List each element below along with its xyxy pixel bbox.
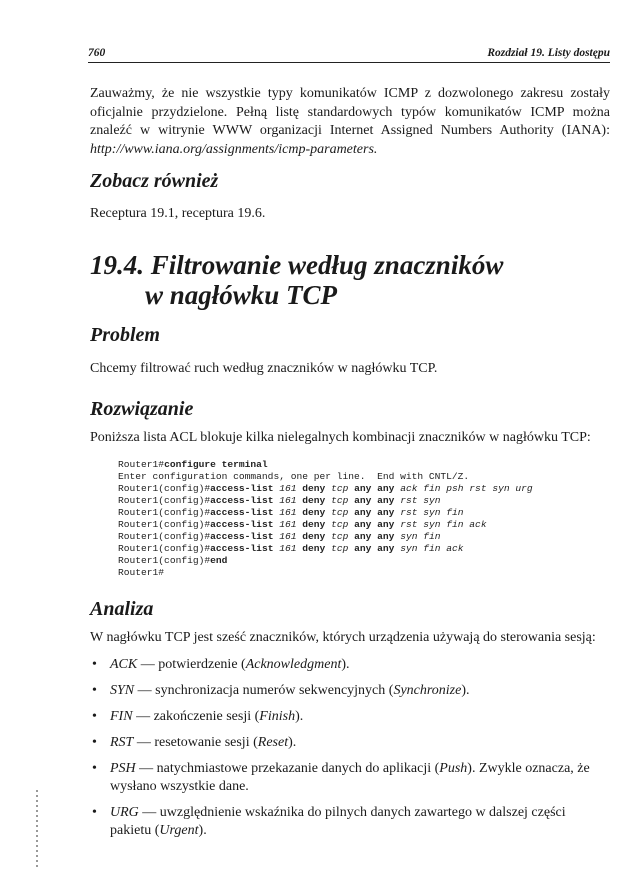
code-line: Enter configuration commands, one per line. End with CNTL/Z. (118, 471, 470, 482)
bullet-icon: • (92, 709, 97, 724)
see-also-text: Receptura 19.1, receptura 19.6. (90, 206, 266, 221)
code-line: Router1#configure terminal (118, 459, 268, 470)
iana-url: http://www.iana.org/assignments/icmp-parameters. (90, 141, 378, 157)
flag-list (90, 656, 610, 848)
list-item: • URG — uwzględnienie wskaźnika do pilnych danych zawartego w dalszej części pakietu (Urgent). (92, 805, 566, 838)
scan-edge-mark (36, 790, 38, 870)
bullet-icon: • (92, 761, 97, 776)
code-line: Router1(config)#access-list 161 deny tcp any any ack fin psh rst syn urg (118, 483, 533, 494)
code-line: Router1(config)#access-list 161 deny tcp any any syn fin ack (118, 543, 464, 554)
section-title (90, 250, 503, 310)
chapter-title: Rozdział 19. Listy dostępu (487, 47, 610, 59)
code-listing (118, 459, 533, 579)
code-line: Router1# (118, 567, 165, 578)
see-also-heading: Zobacz również (90, 170, 219, 192)
intro-paragraph (90, 85, 610, 159)
solution-text: Poniższa lista ACL blokuje kilka nielegalnych kombinacji znaczników w nagłówku TCP: (90, 430, 591, 445)
problem-heading: Problem (90, 324, 160, 346)
solution-heading: Rozwiązanie (90, 398, 194, 420)
code-line: Router1(config)#end (118, 555, 228, 566)
bullet-icon: • (92, 805, 97, 820)
list-item: • PSH — natychmiastowe przekazanie danych do aplikacji (Push). Zwykle oznacza, że wysłano wszystkie dane. (92, 761, 590, 794)
section-title-line1: 19.4. Filtrowanie według znaczników (90, 250, 504, 280)
code-line: Router1(config)#access-list 161 deny tcp any any rst syn fin (118, 507, 464, 518)
problem-text: Chcemy filtrować ruch według znaczników w nagłówku TCP. (90, 361, 438, 376)
page-number: 760 (88, 47, 106, 59)
bullet-icon: • (92, 683, 97, 698)
list-item: • ACK — potwierdzenie (Acknowledgment). (92, 657, 350, 672)
code-line: Router1(config)#access-list 161 deny tcp any any syn fin (118, 531, 441, 542)
list-item: • SYN — synchronizacja numerów sekwencyjnych (Synchronize). (92, 683, 470, 698)
list-item: • FIN — zakończenie sesji (Finish). (92, 709, 304, 724)
section-title-line2: w nagłówku TCP (145, 280, 338, 310)
bullet-icon: • (92, 735, 97, 750)
code-line: Router1(config)#access-list 161 deny tcp any any rst syn (118, 495, 441, 506)
analysis-heading: Analiza (90, 598, 154, 620)
intro-text: Zauważmy, że nie wszystkie typy komunikatów ICMP z dozwolonego zakresu zostały oficjalnie przydzielone. Pełną listę standardowych typów komunikatów ICMP można znaleźć w witrynie WWW organizacji Internet Assigned Numbers Authority (IANA): (90, 86, 610, 138)
list-item: • RST — resetowanie sesji (Reset). (92, 735, 297, 750)
running-header (88, 42, 610, 63)
code-line: Router1(config)#access-list 161 deny tcp any any rst syn fin ack (118, 519, 487, 530)
bullet-icon: • (92, 657, 97, 672)
analysis-text: W nagłówku TCP jest sześć znaczników, których urządzenia używają do sterowania sesją: (90, 630, 596, 645)
